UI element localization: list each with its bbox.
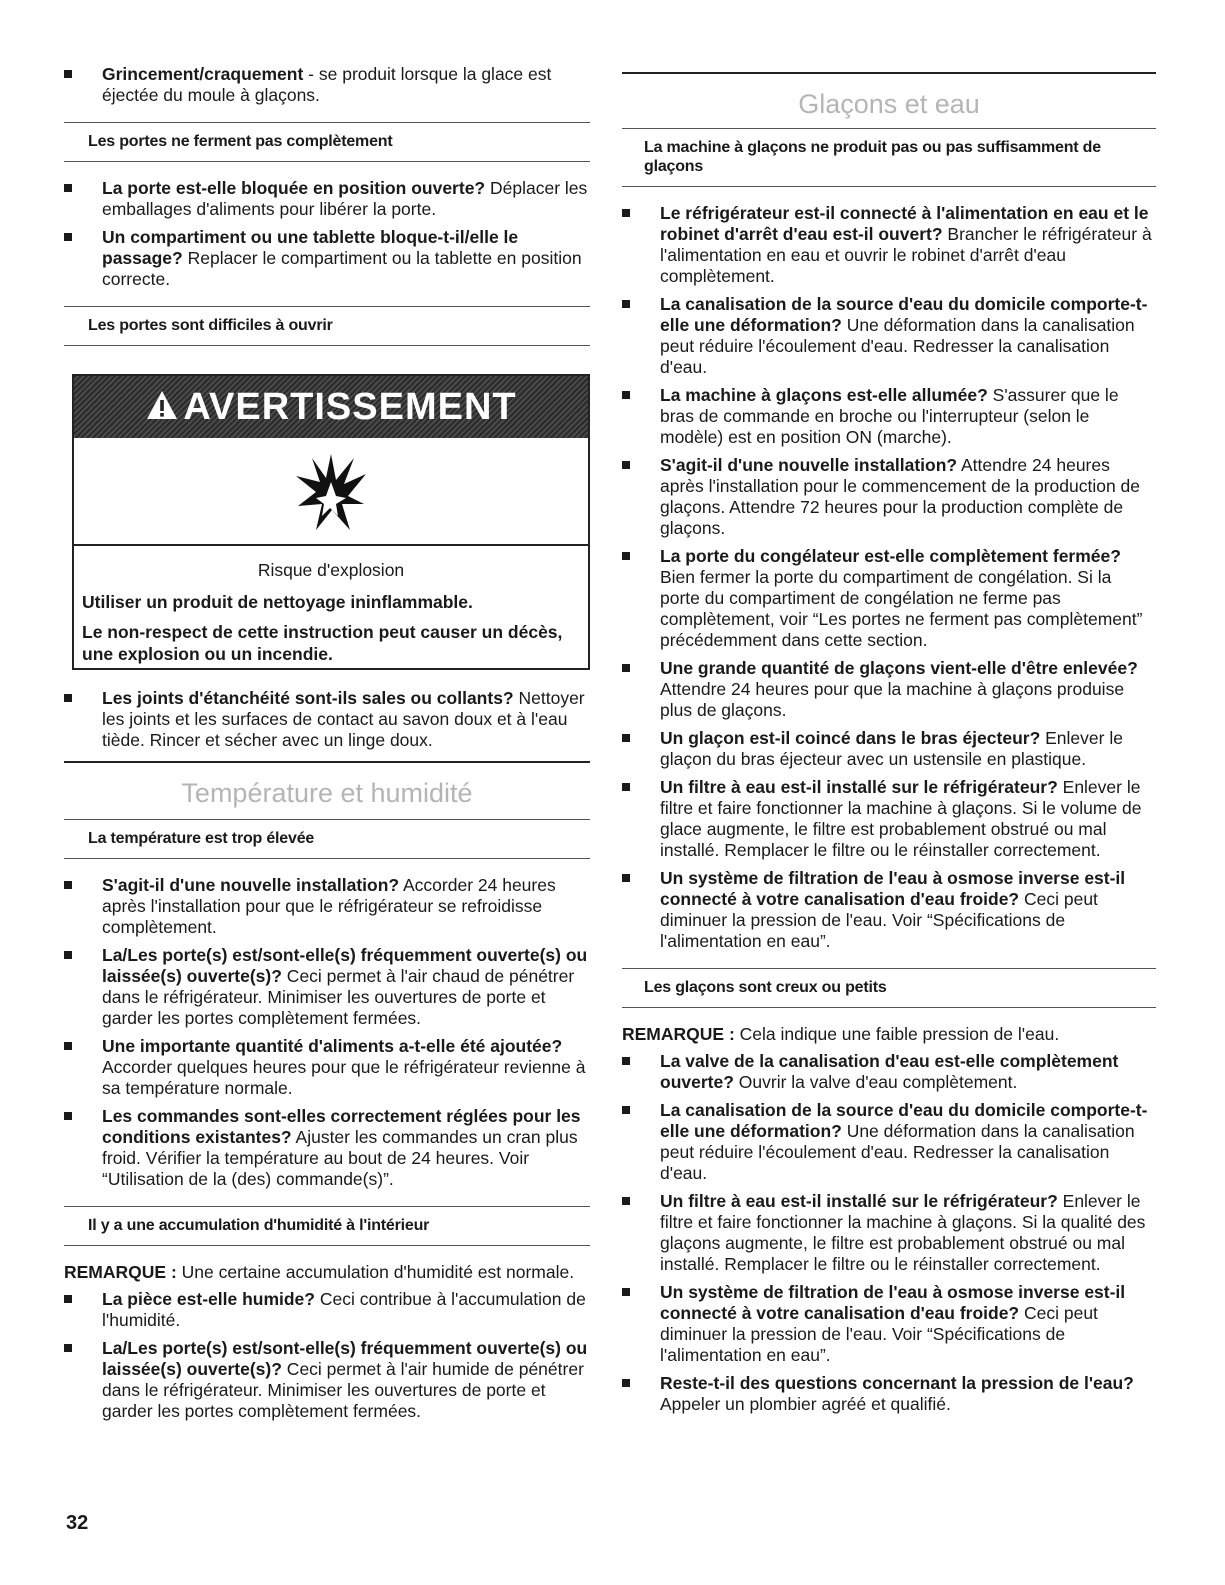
section-title-ice-water: Glaçons et eau: [622, 72, 1156, 120]
item-answer: Enlever le filtre et faire fonctionner la machine à glaçons. Si la qualité des glaçons augmente, le filtre est probablement obstrué ou mal installé. Remplacer le filtre ou le réinstaller correctement.: [660, 1191, 1146, 1274]
item-answer: Attendre 24 heures pour que la machine à glaçons produise plus de glaçons.: [660, 679, 1125, 720]
item-answer: Enlever le glaçon du bras éjecteur avec un ustensile en plastique.: [660, 728, 1123, 769]
item-question: La canalisation de la source d'eau du domicile comporte-t-elle une déformation?: [660, 294, 1148, 335]
list-item: [622, 728, 1156, 770]
item-question: Grincement/craquement: [102, 64, 304, 84]
bullet-icon: [622, 1197, 630, 1205]
list-item: [622, 658, 1156, 721]
item-question: Le réfrigérateur est-il connecté à l'alimentation en eau et le robinet d'arrêt d'eau est-il ouvert?: [660, 203, 1149, 244]
item-answer: Ajuster les commandes un cran plus froid. Vérifier la température au bout de 24 heures. Voir “Utilisation de la (des) commande(s)”.: [102, 1127, 578, 1189]
note: [622, 1024, 1156, 1045]
bullet-icon: [64, 951, 72, 959]
bullet-icon: [622, 391, 630, 399]
item-answer: S'assurer que le bras de commande en broche ou l'interrupteur (selon le modèle) est en position ON (marche).: [660, 385, 1119, 447]
bullet-icon: [622, 1106, 630, 1114]
item-answer: Une déformation dans la canalisation peut réduire l'écoulement d'eau. Redresser la canalisation d'eau.: [660, 315, 1135, 377]
bullet-icon: [622, 461, 630, 469]
section-title-temperature: Température et humidité: [64, 761, 590, 809]
list-item: [64, 1338, 590, 1422]
warning-box: [72, 374, 590, 670]
item-answer: Une déformation dans la canalisation peut réduire l'écoulement d'eau. Redresser la canalisation d'eau.: [660, 1121, 1135, 1183]
subheading-too-warm: La température est trop élevée: [64, 819, 590, 859]
item-answer: Bien fermer la porte du compartiment de congélation. Si la porte du compartiment de congélation ne ferme pas complètement, voir “Les portes ne ferment pas complètement” précédemment dans cette section.: [660, 567, 1143, 650]
list-item: [64, 1036, 590, 1099]
subheading-humidity: Il y a une accumulation d'humidité à l'intérieur: [64, 1206, 590, 1246]
warning-consequence: Le non-respect de cette instruction peut causer un décès, une explosion ou un incendie.: [82, 622, 563, 664]
item-question: Un système de filtration de l'eau à osmose inverse est-il connecté à votre canalisation d'eau froide?: [660, 1282, 1126, 1323]
bullet-icon: [64, 1344, 72, 1352]
bullet-icon: [64, 1295, 72, 1303]
subheading-doors-not-closing: Les portes ne ferment pas complètement: [64, 122, 590, 162]
bullet-icon: [622, 734, 630, 742]
bullet-icon: [622, 664, 630, 672]
bullet-icon: [622, 874, 630, 882]
item-question: Les joints d'étanchéité sont-ils sales ou collants?: [102, 688, 514, 708]
item-question: Une importante quantité d'aliments a-t-elle été ajoutée?: [102, 1036, 563, 1056]
bullet-icon: [64, 1042, 72, 1050]
list-item: [622, 1191, 1156, 1275]
item-question: La valve de la canalisation d'eau est-elle complètement ouverte?: [660, 1051, 1119, 1092]
warning-banner: [74, 376, 588, 438]
list-item: [622, 546, 1156, 651]
item-question: La porte est-elle bloquée en position ouverte?: [102, 178, 486, 198]
item-answer: Enlever le filtre et faire fonctionner la machine à glaçons. Si le volume de glace augmente, le filtre est probablement obstrué ou mal installé. Remplacer le filtre ou le réinstaller correctement.: [660, 777, 1142, 860]
list-item: [622, 294, 1156, 378]
list-item: [622, 385, 1156, 448]
list-item: [622, 1282, 1156, 1366]
item-answer: Brancher le réfrigérateur à l'alimentation en eau et ouvrir le robinet d'arrêt d'eau complètement.: [660, 224, 1152, 286]
list-item: [622, 455, 1156, 539]
warning-risk: Risque d'explosion: [257, 560, 405, 580]
item-question: S'agit-il d'une nouvelle installation?: [660, 455, 958, 475]
item-question: La canalisation de la source d'eau du domicile comporte-t-elle une déformation?: [660, 1100, 1148, 1141]
item-question: Un filtre à eau est-il installé sur le réfrigérateur?: [660, 1191, 1058, 1211]
bullet-icon: [64, 233, 72, 241]
item-answer: Ceci contribue à l'accumulation de l'humidité.: [102, 1289, 586, 1330]
note-label: REMARQUE :: [64, 1262, 177, 1282]
list-item: [622, 1100, 1156, 1184]
item-question: La/Les porte(s) est/sont-elle(s) fréquemment ouverte(s) ou laissée(s) ouverte(s)?: [102, 1338, 588, 1379]
bullet-icon: [622, 1288, 630, 1296]
item-question: Reste-t-il des questions concernant la pression de l'eau?: [660, 1373, 1134, 1393]
warning-instruction: Utiliser un produit de nettoyage ininflammable.: [82, 592, 473, 612]
bullet-icon: [64, 881, 72, 889]
item-question: Une grande quantité de glaçons vient-elle d'être enlevée?: [660, 658, 1138, 678]
bullet-icon: [64, 70, 72, 78]
subheading-no-ice: La machine à glaçons ne produit pas ou pas suffisamment de glaçons: [622, 128, 1156, 187]
item-answer: Déplacer les emballages d'aliments pour libérer la porte.: [102, 178, 588, 219]
item-question: Les commandes sont-elles correctement réglées pour les conditions existantes?: [102, 1106, 581, 1147]
bullet-icon: [622, 209, 630, 217]
list-item: [622, 868, 1156, 952]
subheading-hollow-ice: Les glaçons sont creux ou petits: [622, 968, 1156, 1008]
item-answer: Accorder 24 heures après l'installation pour que le réfrigérateur se refroidisse complètement.: [102, 875, 556, 937]
list-item: [622, 1373, 1156, 1415]
item-question: La/Les porte(s) est/sont-elle(s) fréquemment ouverte(s) ou laissée(s) ouverte(s)?: [102, 945, 588, 986]
item-question: S'agit-il d'une nouvelle installation?: [102, 875, 400, 895]
list-item: [64, 227, 590, 290]
item-answer: Ceci permet à l'air humide de pénétrer dans le réfrigérateur. Minimiser les ouvertures de porte et garder les portes complètement fermées.: [102, 1359, 584, 1421]
bullet-icon: [622, 300, 630, 308]
item-answer: Ceci permet à l'air chaud de pénétrer dans le réfrigérateur. Minimiser les ouvertures de porte et garder les portes complètement fermées.: [102, 966, 575, 1028]
note-text: Cela indique une faible pression de l'eau.: [734, 1024, 1060, 1044]
item-answer: Replacer le compartiment ou la tablette en position correcte.: [102, 248, 582, 289]
list-item: [64, 178, 590, 220]
warning-banner-text: AVERTISSEMENT: [183, 386, 517, 428]
right-column: [622, 72, 1156, 1422]
left-column: [64, 64, 590, 1429]
bullet-icon: [622, 1379, 630, 1387]
bullet-icon: [64, 184, 72, 192]
item-question: Un système de filtration de l'eau à osmose inverse est-il connecté à votre canalisation d'eau froide?: [660, 868, 1126, 909]
bullet-icon: [64, 1112, 72, 1120]
bullet-icon: [622, 1057, 630, 1065]
page-number: 32: [66, 1512, 89, 1534]
item-question: La pièce est-elle humide?: [102, 1289, 315, 1309]
item-answer: Accorder quelques heures pour que le réfrigérateur revienne à sa température normale.: [102, 1057, 586, 1098]
note: [64, 1262, 590, 1283]
item-answer: Ouvrir la valve d'eau complètement.: [733, 1072, 1018, 1092]
list-item: [64, 945, 590, 1029]
item-answer: Attendre 24 heures après l'installation pour le commencement de la production de glaçons. Attendre 72 heures pour la production complète de glaçons.: [660, 455, 1141, 538]
item-answer: - se produit lorsque la glace est éjectée du moule à glaçons.: [102, 64, 552, 105]
item-question: La machine à glaçons est-elle allumée?: [660, 385, 988, 405]
explosion-icon: [294, 452, 368, 532]
list-item: [64, 64, 590, 106]
item-answer: Appeler un plombier agréé et qualifié.: [660, 1394, 951, 1414]
list-item: [64, 1289, 590, 1331]
warning-icon-panel: [74, 438, 588, 546]
warning-text: [74, 546, 588, 673]
list-item: [622, 203, 1156, 287]
list-item: [64, 875, 590, 938]
item-question: Un filtre à eau est-il installé sur le réfrigérateur?: [660, 777, 1058, 797]
item-answer: Nettoyer les joints et les surfaces de contact au savon doux et à l'eau tiède. Rincer et sécher avec un linge doux.: [102, 688, 585, 750]
list-item: [622, 1051, 1156, 1093]
note-text: Une certaine accumulation d'humidité est normale.: [176, 1262, 575, 1282]
list-item: [622, 777, 1156, 861]
bullet-icon: [64, 694, 72, 702]
subheading-doors-hard-to-open: Les portes sont difficiles à ouvrir: [64, 306, 590, 346]
list-item: [64, 688, 590, 751]
item-answer: Ceci peut diminuer la pression de l'eau. Voir “Spécifications de l'alimentation en eau”.: [660, 889, 1098, 951]
item-question: Un compartiment ou une tablette bloque-t-il/elle le passage?: [102, 227, 519, 268]
warning-triangle-icon: [145, 378, 179, 440]
item-question: Un glaçon est-il coincé dans le bras éjecteur?: [660, 728, 1041, 748]
item-answer: Ceci peut diminuer la pression de l'eau. Voir “Spécifications de l'alimentation en eau”.: [660, 1303, 1098, 1365]
list-item: [64, 1106, 590, 1190]
bullet-icon: [622, 552, 630, 560]
item-question: La porte du congélateur est-elle complètement fermée?: [660, 546, 1121, 566]
note-label: REMARQUE :: [622, 1024, 735, 1044]
bullet-icon: [622, 783, 630, 791]
